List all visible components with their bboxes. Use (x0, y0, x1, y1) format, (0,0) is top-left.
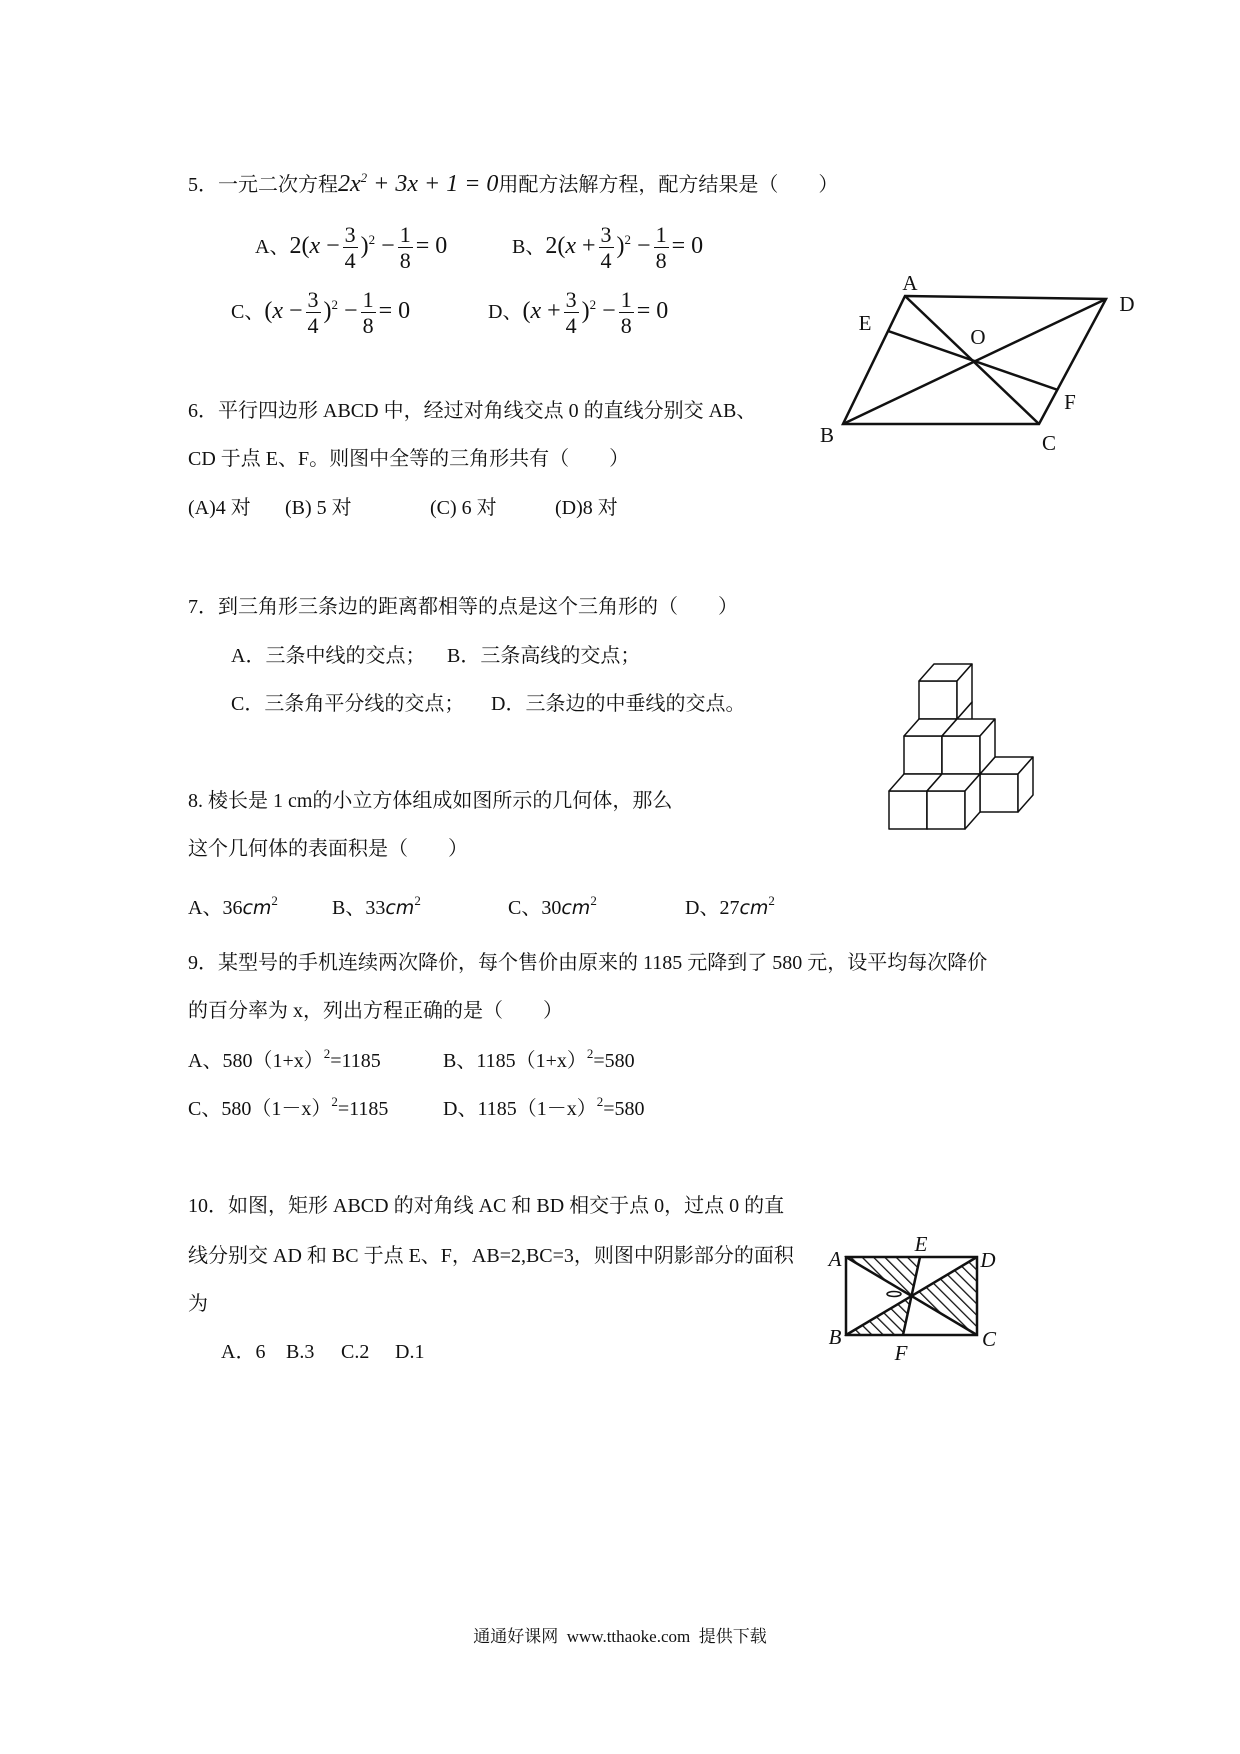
q7-option-d: D．三条边的中垂线的交点。 (491, 693, 746, 715)
q5-option-a (255, 219, 447, 273)
denominator: 4 (344, 247, 356, 273)
label-o: O (970, 325, 986, 349)
q10-option-b: B.3 (286, 1341, 315, 1363)
q5-option-c (231, 284, 410, 338)
angle-mark (887, 1292, 901, 1297)
q8-option-c (508, 893, 597, 920)
option-text: B、1185（1+x） (443, 1050, 587, 1072)
option-label: B、33 (332, 897, 386, 919)
option-label: A、 (255, 236, 290, 258)
label-c: C (981, 1327, 997, 1351)
expr-exponent: 2 (624, 232, 632, 247)
exponent: 2 (331, 1094, 338, 1109)
numerator: 3 (600, 221, 612, 247)
denominator: 8 (620, 312, 632, 338)
q5-eq-rest: + 3x + 1 = 0 (373, 171, 499, 197)
page-footer: 通通好课网 www.tthaoke.com 提供下载 (473, 1627, 767, 1646)
fraction (619, 287, 634, 338)
option-expression (289, 221, 448, 273)
option-text: D、1185（1－x） (443, 1098, 597, 1120)
rectangle-figure (820, 1230, 1010, 1370)
q10-line-1: 10．如图，矩形 ABCD 的对角线 AC 和 BD 相交于点 0，过点 0 的直 (188, 1195, 785, 1217)
expr-op: − (381, 233, 395, 259)
q5-eq-term: 2x (338, 171, 361, 197)
expr-tail: = 0 (415, 233, 448, 259)
q8-option-b (332, 893, 421, 920)
q9-line-2: 的百分率为 x，列出方程正确的是（ ） (188, 1000, 563, 1022)
unit: cm (242, 897, 272, 919)
unit-exponent: 2 (590, 893, 597, 908)
option-label: D、27 (685, 897, 740, 919)
expr-pre: 2( (545, 233, 566, 259)
expr-close: ) (323, 298, 332, 324)
unit-exponent: 2 (768, 893, 775, 908)
cube (927, 774, 980, 829)
expr-pre: 2( (289, 233, 310, 259)
expr-tail: = 0 (378, 298, 411, 324)
q7-option-a: A．三条中线的交点； (231, 645, 426, 667)
option-result: =580 (593, 1050, 635, 1072)
fraction (654, 222, 669, 273)
option-label: B、 (512, 236, 546, 258)
label-c: C (1041, 431, 1057, 455)
q5-stem-prefix: 5．一元二次方程 (188, 174, 338, 196)
cube-front-face (942, 736, 980, 774)
unit: cm (385, 897, 415, 919)
expr-op: + (547, 298, 561, 324)
expr-close: ) (581, 298, 590, 324)
numerator: 1 (655, 221, 667, 247)
q5-stem-suffix: 用配方法解方程，配方结果是（ ） (498, 174, 839, 196)
label-b: B (819, 423, 835, 447)
exponent: 2 (323, 1046, 331, 1061)
q10-option-d: D.1 (395, 1341, 425, 1363)
expr-exponent: 2 (368, 232, 376, 247)
option-result: =1185 (330, 1050, 381, 1072)
parallelogram-figure (815, 268, 1145, 460)
option-label: D、 (488, 301, 523, 323)
numerator: 3 (307, 286, 319, 312)
q6-option-d: (D)8 对 (555, 497, 618, 519)
fraction (599, 222, 614, 273)
expr-exponent: 2 (589, 297, 597, 312)
denominator: 4 (307, 312, 319, 338)
expr-pre: ( (264, 298, 273, 324)
q8-option-a (188, 893, 278, 920)
numerator: 1 (362, 286, 374, 312)
q6-option-a: (A)4 对 (188, 497, 251, 519)
q8-line-2: 这个几何体的表面积是（ ） (188, 838, 468, 860)
unit: cm (561, 897, 591, 919)
cube (919, 664, 972, 719)
cube-front-face (904, 736, 942, 774)
cube-front-face (919, 681, 957, 719)
q9-option-a (188, 1046, 381, 1073)
option-result: =580 (603, 1098, 645, 1120)
label-a: A (902, 271, 918, 295)
option-text: C、580（1－x） (188, 1098, 332, 1120)
denominator: 8 (655, 247, 667, 273)
q7-option-c: C．三条角平分线的交点； (231, 693, 465, 715)
unit-exponent: 2 (271, 893, 278, 908)
numerator: 3 (565, 286, 577, 312)
expr-var: x (530, 298, 542, 324)
label-f: F (894, 1341, 908, 1365)
q9-line-1: 9．某型号的手机连续两次降价，每个售价由原来的 1185 元降到了 580 元，设平均每次降价 (188, 952, 988, 974)
q7-option-b: B．三条高线的交点； (447, 645, 641, 667)
q9-option-c (188, 1094, 389, 1121)
label-b: B (828, 1325, 842, 1349)
numerator: 3 (344, 221, 356, 247)
shaded-triangle-doc (912, 1257, 978, 1335)
q5-option-b (512, 219, 703, 273)
expr-tail: = 0 (671, 233, 704, 259)
denominator: 4 (600, 247, 612, 273)
option-label: A、36 (188, 897, 243, 919)
q6-line-1: 6．平行四边形 ABCD 中，经过对角线交点 0 的直线分别交 AB、 (188, 400, 757, 422)
q10-line-3: 为 (188, 1293, 208, 1315)
q6-option-b: (B) 5 对 (285, 497, 352, 519)
fraction (306, 287, 321, 338)
q5-eq-exponent: 2 (360, 170, 368, 185)
q6-line-2: CD 于点 E、F。则图中全等的三角形共有（ ） (188, 448, 630, 470)
expr-op: − (344, 298, 358, 324)
expr-op: − (289, 298, 303, 324)
option-expression (545, 221, 704, 273)
q5-option-d (488, 284, 668, 338)
expr-var: x (565, 233, 576, 259)
expr-op: − (602, 298, 616, 324)
label-d: D (1119, 292, 1135, 316)
expr-op: + (582, 233, 596, 259)
expr-op: − (637, 233, 651, 259)
q10-option-a: A．6 (221, 1341, 266, 1363)
cube-front-face (980, 774, 1018, 812)
option-expression (264, 286, 411, 338)
exponent: 2 (586, 1046, 594, 1061)
denominator: 8 (399, 247, 411, 273)
q7-stem: 7．到三角形三条边的距离都相等的点是这个三角形的（ ） (188, 596, 738, 618)
cube-front-face (889, 791, 927, 829)
q8-option-d (685, 893, 775, 920)
expr-pre: ( (522, 298, 531, 324)
cube (942, 719, 995, 774)
expr-exponent: 2 (331, 297, 339, 312)
label-f: F (1064, 390, 1076, 414)
denominator: 8 (362, 312, 374, 338)
fraction (398, 222, 413, 273)
expr-op: − (326, 233, 340, 259)
expr-var: x (272, 298, 283, 324)
unit: cm (739, 897, 769, 919)
label-e: E (858, 311, 872, 335)
fraction (343, 222, 358, 273)
option-result: =1185 (337, 1098, 389, 1120)
exponent: 2 (596, 1094, 604, 1109)
q6-option-c: (C) 6 对 (430, 497, 497, 519)
option-label: C、 (231, 301, 265, 323)
fraction (564, 287, 579, 338)
option-label: C、30 (508, 897, 562, 919)
numerator: 1 (620, 286, 632, 312)
unit-exponent: 2 (414, 893, 421, 908)
q8-line-1: 8. 棱长是 1 cm的小立方体组成如图所示的几何体，那么 (188, 790, 673, 812)
label-d: D (980, 1248, 996, 1272)
option-expression (522, 286, 669, 338)
numerator: 1 (399, 221, 411, 247)
label-a: A (828, 1247, 842, 1271)
expr-var: x (309, 233, 321, 259)
q9-option-d (443, 1094, 645, 1121)
q10-line-2: 线分别交 AD 和 BC 于点 E、F，AB=2,BC=3，则图中阴影部分的面积 (188, 1245, 794, 1267)
option-text: A、580（1+x） (188, 1050, 324, 1072)
q9-option-b (443, 1046, 635, 1073)
stacked-cubes-figure (886, 662, 1038, 832)
fraction (361, 287, 376, 338)
q10-option-c: C.2 (341, 1341, 370, 1363)
cube-front-face (927, 791, 965, 829)
q5-equation (338, 171, 498, 197)
expr-close: ) (616, 233, 625, 259)
label-e: E (914, 1232, 928, 1256)
expr-tail: = 0 (636, 298, 669, 324)
denominator: 4 (565, 312, 577, 338)
q5-stem (188, 172, 838, 197)
expr-close: ) (360, 233, 369, 259)
